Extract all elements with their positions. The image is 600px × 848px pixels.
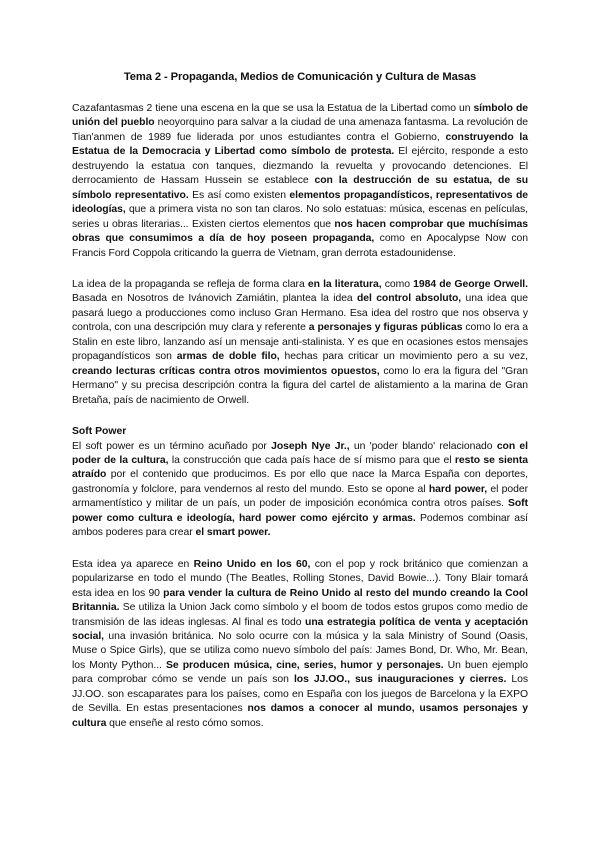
paragraph-intro xyxy=(72,102,528,261)
bold-text-run: hard power, xyxy=(428,483,488,495)
text-run: Podemos combinar así ambos poderes para crear xyxy=(72,512,528,539)
text-run: El soft power es un término acuñado por xyxy=(72,440,272,452)
bold-text-run: Reino Unido en los 60, xyxy=(193,558,311,570)
bold-text-run: símbolo de unión del pueblo xyxy=(72,103,528,129)
document-title: Tema 2 - Propaganda, Medios de Comunicación y Cultura de Masas xyxy=(123,71,477,83)
paragraph-cool-britannia xyxy=(72,558,528,731)
bold-text-run: elementos propagandísticos, representativos de ideologías, xyxy=(72,189,528,216)
text-run: neoyorquino para salvar a la ciudad de una amenaza fantasma. La revolución de Tian'anmen de 1989 fue liderada por unos estudiantes contra el Gobierno, xyxy=(72,117,528,143)
text-run: Se utiliza la Union Jack como símbolo y el boom de todos estos grupos como medio de transmisión de las ideas inglesas. Al final es todo xyxy=(72,602,528,628)
text-run: con el pop y rock británico que comienzan a popularizarse en todo el mundo (The Beatles, Rolling Stones, David Bowie...). Tony Blair tomará esta idea en los 90 xyxy=(72,558,528,599)
text-run: que enseñe al resto cómo somos. xyxy=(106,717,264,729)
text-run: Un buen ejemplo para comprobar cómo se vende un país son xyxy=(72,659,529,686)
bold-text-run: nos damos a conocer al mundo, usamos personajes y cultura xyxy=(72,703,528,729)
bold-text-run: con el poder de la cultura, xyxy=(72,440,528,466)
paragraph-gap xyxy=(72,261,528,278)
bold-text-run: creando lecturas críticas contra otros movimientos opuestos, xyxy=(72,365,380,377)
text-run: como lo era a Stalin en este libro, lanzando así un mensaje anti-stalinista. Y es que en ocasiones estos mensajes propagandísticos son xyxy=(72,322,528,363)
text-run: una invasión británica. No solo ocurre con la música y la sala Ministry of Sound (Oasis, Muse o Spice Girls), que se utiliza como nuevo símbolo del país: James Bond, Dr. Who, Mr. Bean, los Monty Python... xyxy=(72,630,528,671)
text-run: como xyxy=(381,278,414,290)
paragraph-literature xyxy=(72,278,528,408)
bold-text-run: armas de doble filo, xyxy=(176,351,280,363)
paragraph-gap xyxy=(72,408,528,425)
section-heading-soft-power: Soft Power xyxy=(72,426,127,438)
text-run: hechas para criticar un movimiento pero a su vez, xyxy=(279,351,528,363)
text-run: como en Apocalypse Now con Francis Ford Coppola criticando la guerra de Vietnam, gran derrota estadounidense. xyxy=(72,233,528,259)
bold-text-run: resto se sienta atraído xyxy=(72,454,528,481)
text-run: Basada en Nosotros de Ivánovich Zamiátin, plantea la idea xyxy=(72,293,357,305)
text-run: Cazafantasmas 2 tiene una escena en la que se usa la Estatua de la Libertad como un xyxy=(72,103,474,114)
text-run: El ejército, responde a esto destruyendo la estatua con tanques, diezmando la revuelta y provocando detenciones. El derrocamiento de Hassam Hussein se establece xyxy=(72,146,528,187)
bold-text-run: Joseph Nye Jr., xyxy=(271,440,350,452)
text-run: el poder armamentístico y militar de un país, un poder de imposición económica contra otros países. xyxy=(72,483,529,510)
bold-text-run: nos hacen comprobar que muchísimas obras que consumimos a día de hoy poseen propaganda, xyxy=(72,218,528,245)
text-run: como lo era la figura del "Gran Hermano" y su precisa descripción contra la figura del cartel de alistamiento a la marina de Gran Bretaña, país de nacimiento de Orwell. xyxy=(72,365,528,406)
paragraph-gap xyxy=(72,541,528,558)
text-run: Esta idea ya aparece en xyxy=(72,558,194,570)
bold-text-run: en la literatura, xyxy=(307,278,382,290)
bold-text-run: los JJ.OO., sus inauguraciones y cierres. xyxy=(293,674,507,686)
text-run: Es así como existen xyxy=(188,189,290,201)
paragraph-soft-power xyxy=(72,440,528,541)
text-run: una idea que pasará luego a producciones como incluso Gran Hermano. Esa idea del rostro que nos observa y controla, con una descripción muy clara y referente xyxy=(72,293,528,334)
bold-text-run: construyendo la Estatua de la Democracia y Libertad como símbolo de protesta. xyxy=(72,131,528,158)
bold-text-run: del control absoluto, xyxy=(357,293,462,305)
text-run: Los JJ.OO. son escaparates para los países, como en España con los juegos de Barcelona y la EXPO de Sevilla. En estas presentaciones xyxy=(72,674,529,715)
text-run: que a primera vista no son tan claros. No solo estatuas: música, escenas en películas, series u obras literarias... Existen ciertos elementos que xyxy=(72,204,528,230)
text-run: por el contenido que producimos. Es por ello que nace la Marca España con deportes, gastronomía y folclore, para vendernos al resto del mundo. Esto se opone al xyxy=(72,469,528,495)
bold-text-run: con la destrucción de su estatua, de su símbolo representativo. xyxy=(72,175,528,201)
bold-text-run: a personajes y figuras públicas xyxy=(308,322,463,334)
bold-text-run: para vender la cultura de Reino Unido al resto del mundo creando la Cool Britannia. xyxy=(72,587,528,614)
bold-text-run: el smart power. xyxy=(195,527,271,539)
bold-text-run: Soft power como cultura e ideología, hard power como ejército y armas. xyxy=(72,498,528,524)
bold-text-run: 1984 de George Orwell. xyxy=(413,278,528,290)
text-run: un 'poder blando' relacionado xyxy=(349,440,497,452)
bold-text-run: una estrategia política de venta y aceptación social, xyxy=(72,616,528,642)
text-run: la construcción que cada país hace de sí mismo para que el xyxy=(168,454,455,466)
bold-text-run: Se producen música, cine, series, humor y personajes. xyxy=(166,659,444,671)
text-run: La idea de la propaganda se refleja de forma clara xyxy=(72,278,308,290)
